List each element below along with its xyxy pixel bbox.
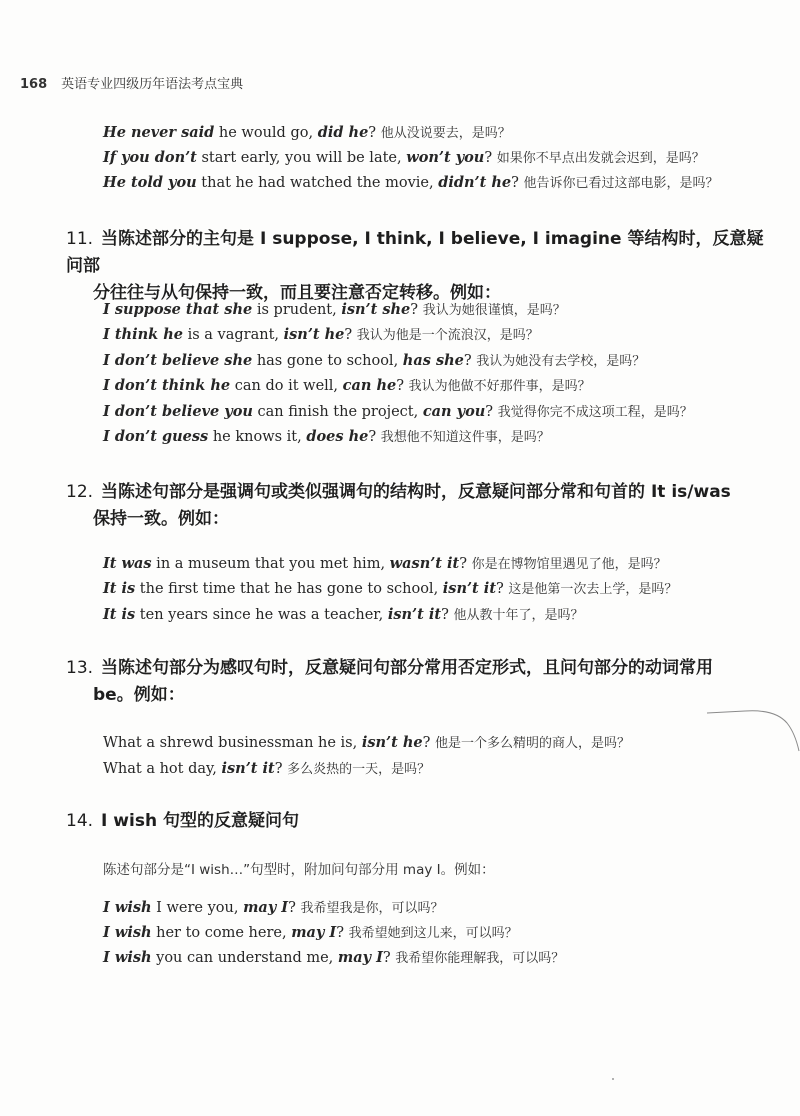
example-sentence: I wish I were you, may I? 我希望我是你，可以吗？ [103,899,444,916]
example-sentence: I wish her to come here, may I? 我希望她到这儿来，可以吗？ [103,924,518,941]
example-sentence: I don’t think he can do it well, can he? 我认为他做不好那件事，是吗？ [103,377,591,394]
example-sentence: It is the first time that he has gone to school, isn’t it? 这是他第一次去上学，是吗？ [103,580,678,597]
section-intro: 陈述句部分是“I wish…”句型时，附加问句部分用 may I。例如： [103,862,495,878]
section-heading-12: 12. 当陈述句部分是强调句或类似强调句的结构时，反意疑问部分常和句首的 It is/was 保持一致。例如： [66,482,731,529]
section-heading-14: 14. I wish 句型的反意疑问句 [66,811,299,831]
example-sentence: He never said he would go, did he? 他从没说要去，是吗？ [103,124,511,141]
scan-speck [612,1078,614,1080]
example-sentence: What a shrewd businessman he is, isn’t he? 他是一个多么精明的商人，是吗？ [103,734,631,751]
example-sentence: He told you that he had watched the movie, didn’t he? 他告诉你已看过这部电影，是吗？ [103,174,719,191]
example-sentence: It is ten years since he was a teacher, isn’t it? 他从教十年了，是吗？ [103,606,584,623]
example-sentence: I think he is a vagrant, isn’t he? 我认为他是一个流浪汉，是吗？ [103,326,539,343]
page-number: 168 [20,77,48,92]
example-sentence: If you don’t start early, you will be late, won’t you? 如果你不早点出发就会迟到，是吗？ [103,149,705,166]
book-title: 英语专业四级历年语法考点宝典 [61,77,244,92]
example-sentence: It was in a museum that you met him, wasn’t it? 你是在博物馆里遇见了他，是吗？ [103,555,667,572]
example-sentence: I don’t believe she has gone to school, has she? 我认为她没有去学校，是吗？ [103,352,646,369]
example-sentence: I wish you can understand me, may I? 我希望你能理解我，可以吗？ [103,949,565,966]
section-heading-13: 13. 当陈述句部分为感叹句时，反意疑问句部分常用否定形式，且问句部分的动词常用 be。例如： [66,658,714,705]
example-sentence: I suppose that she is prudent, isn’t she? 我认为她很谨慎，是吗？ [103,301,566,318]
example-sentence: What a hot day, isn’t it? 多么炎热的一天，是吗？ [103,760,431,777]
pencil-mark-icon [705,705,800,755]
page-header [20,73,243,92]
example-sentence: I don’t believe you can finish the project, can you? 我觉得你完不成这项工程，是吗？ [103,403,693,420]
section-heading-11: 11. 当陈述部分的主句是 I suppose, I think, I believe, I imagine 等结构时，反意疑问部 分往往与从句保持一致，而且要注意否定转移。例如： [66,229,764,303]
example-sentence: I don’t guess he knows it, does he? 我想他不知道这件事，是吗？ [103,428,550,445]
